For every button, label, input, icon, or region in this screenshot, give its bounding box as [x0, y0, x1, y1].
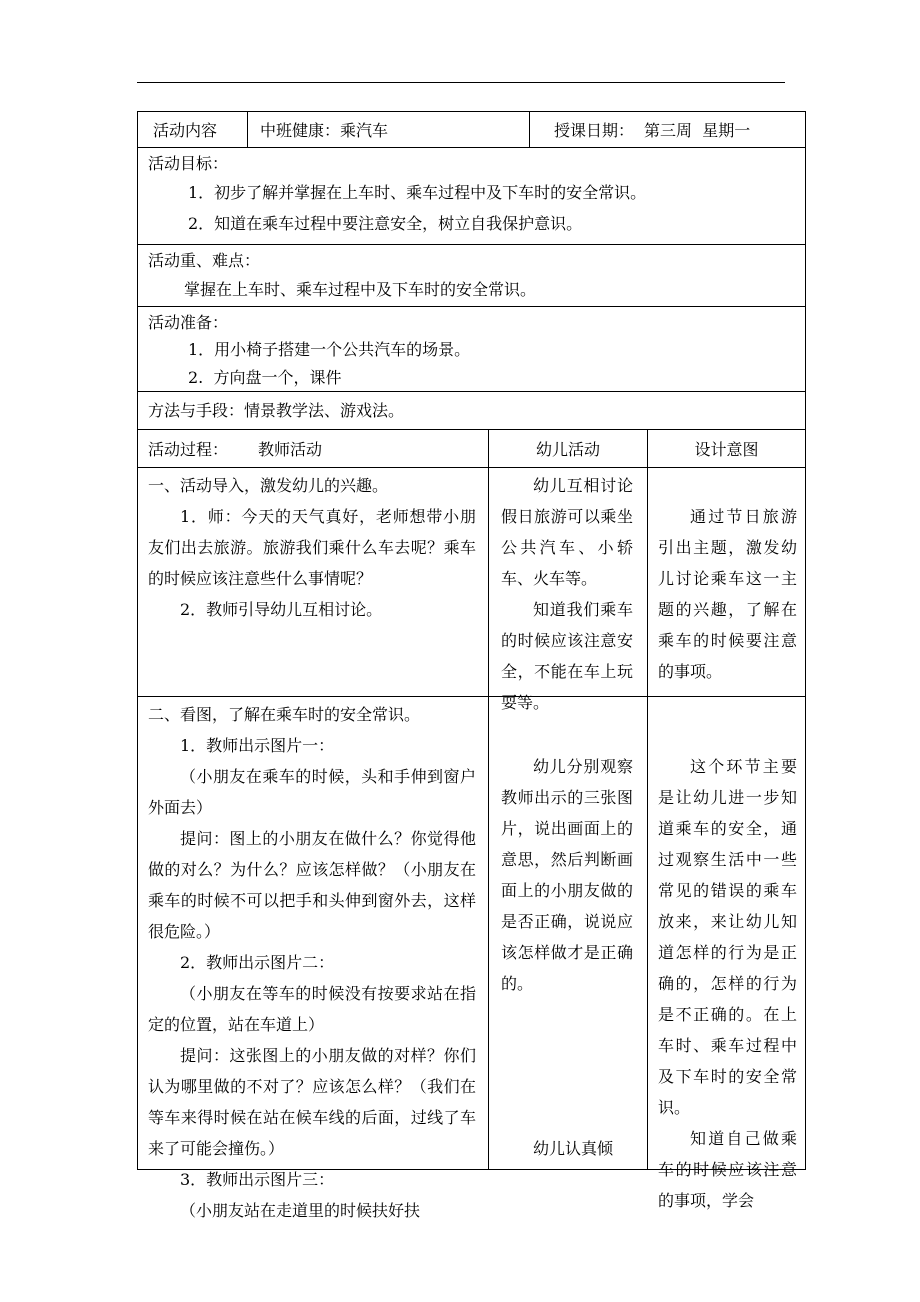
lesson-plan-table: [137, 111, 806, 1220]
process-label: 活动过程：: [148, 440, 229, 459]
section2-child-text-2: 幼儿认真倾: [533, 1139, 614, 1158]
section2-child-text: 幼儿分别观察教师出示的三张图片，说出画面上的意思，然后判断画面上的小朋友做的是否正确，说说应该怎样做才是正确的。: [501, 757, 633, 993]
section2-child-cell: [488, 697, 647, 1169]
section2-teacher-cell: [138, 697, 488, 1220]
child-activity-heading: 幼儿活动: [535, 440, 600, 459]
section1-teacher-step: 1．师：今天的天气真好，老师想带小朋友们出去旅游。旅游我们乘什么车去呢？乘车的时候应该注意些什么事情呢？: [148, 507, 476, 588]
section1-child-text: 幼儿互相讨论假日旅游可以乘坐公共汽车、小轿车、火车等。: [501, 476, 633, 588]
section1-child-cell: [488, 468, 647, 712]
section1-teacher-cell: [138, 468, 488, 696]
process-header-teacher-cell: [138, 430, 488, 467]
prep-item: 2. 方向盘一个，课件: [188, 368, 342, 387]
prep-item: 1．用小椅子搭建一个公共汽车的场景。: [188, 340, 471, 359]
date-value: 第三周 星期一: [644, 121, 751, 140]
goals-heading: 活动目标：: [148, 154, 229, 173]
header-row: [137, 111, 806, 147]
design-intent-heading: 设计意图: [694, 440, 759, 459]
picture3-title: 3．教师出示图片三：: [180, 1170, 335, 1189]
teacher-activity-heading: 教师活动: [258, 440, 323, 459]
process-header-design-cell: [647, 430, 805, 467]
keypoints-row: [137, 244, 806, 306]
goal-item: 1．初步了解并掌握在上车时、乘车过程中及下车时的安全常识。: [188, 183, 647, 202]
section2-row: [137, 696, 806, 1220]
section1-title: 一、活动导入，激发幼儿的兴趣。: [148, 476, 389, 495]
goals-row: [137, 147, 806, 244]
picture1-title: 1．教师出示图片一：: [180, 736, 335, 755]
picture2-title: 2．教师出示图片二：: [180, 953, 335, 972]
picture3-description: （小朋友站在走道里的时候扶好扶: [180, 1201, 421, 1220]
section2-design-text: 这个环节主要是让幼儿进一步知道乘车的安全，通过观察生活中一些常见的错误的乘车放来，来让幼儿知道怎样的行为是正确的，怎样的行为是不正确的。在上车时、乘车过程中及下车时的安全常识。: [658, 757, 797, 1117]
section1-design-text: 通过节日旅游引出主题，激发幼儿讨论乘车这一主题的兴趣，了解在乘车的时候要注意的事项。: [658, 507, 797, 681]
date-label: 授课日期：: [554, 121, 635, 140]
lesson-title: 中班健康：乘汽车: [260, 121, 389, 140]
method-text: 方法与手段：情景教学法、游戏法。: [148, 401, 405, 420]
date-cell: [529, 112, 805, 147]
section1-child-text: 知道我们乘车的时候应该注意安全，不能在车上玩耍等。: [501, 600, 633, 712]
section1-design-cell: [647, 468, 805, 696]
section2-design-text-2: 知道自己做乘车的时候应该注意的事项，学会: [658, 1129, 797, 1210]
section2-design-cell: [647, 697, 805, 1210]
picture1-question: 提问：图上的小朋友在做什么？你觉得他做的对么？为什么？应该怎样做？（小朋友在乘车的时候不可以把手和头伸到窗外去，这样很危险。）: [148, 829, 476, 941]
content-label-cell: [138, 112, 247, 147]
process-header-child-cell: [488, 430, 647, 467]
picture1-description: （小朋友在乘车的时候，头和手伸到窗户外面去）: [148, 767, 476, 817]
goal-item: 2．知道在乘车过程中要注意安全，树立自我保护意识。: [188, 214, 583, 233]
picture2-question: 提问：这张图上的小朋友做的对样？你们认为哪里做的不对了？应该怎么样？（我们在等车来得时候在站在候车线的后面，过线了车来了可能会撞伤。）: [148, 1046, 476, 1158]
keypoints-heading: 活动重、难点：: [148, 251, 261, 270]
section1-teacher-step: 2．教师引导幼儿互相讨论。: [180, 600, 383, 619]
keypoints-text: 掌握在上车时、乘车过程中及下车时的安全常识。: [184, 280, 537, 299]
title-cell: [247, 112, 529, 147]
prep-heading: 活动准备：: [148, 313, 229, 332]
section2-title: 二、看图，了解在乘车时的安全常识。: [148, 705, 421, 724]
content-label: 活动内容: [153, 121, 218, 140]
method-row: [137, 391, 806, 429]
picture2-description: （小朋友在等车的时候没有按要求站在指定的位置，站在车道上）: [148, 984, 476, 1034]
header-rule: [137, 82, 785, 83]
process-header-row: [137, 429, 806, 467]
section1-row: [137, 467, 806, 712]
prep-row: [137, 306, 806, 391]
